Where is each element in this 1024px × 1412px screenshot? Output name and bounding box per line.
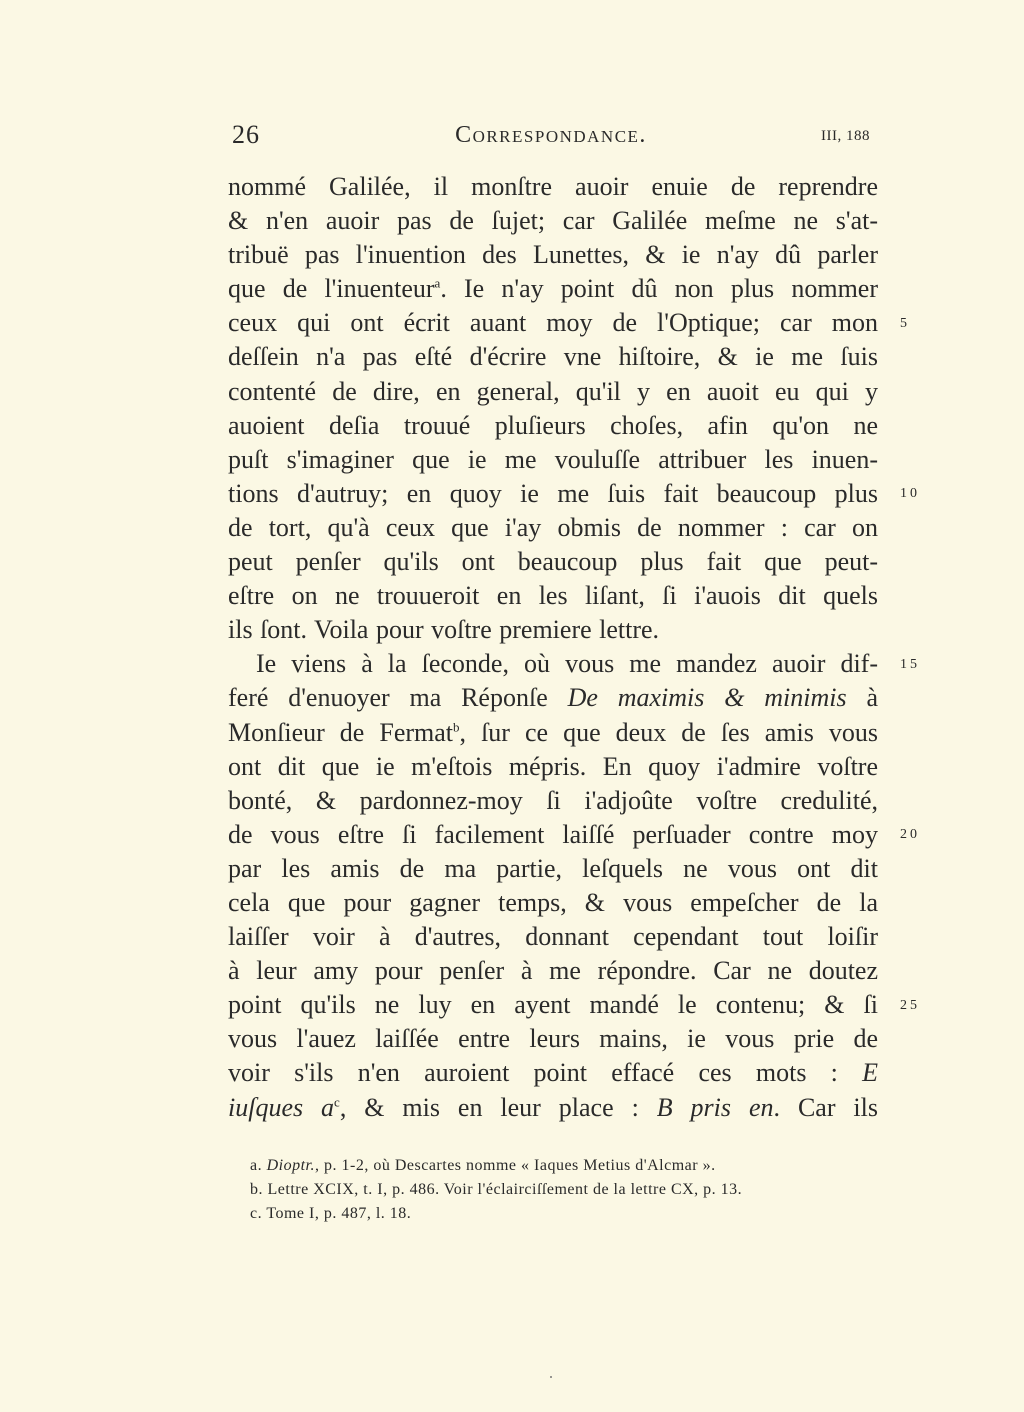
footnote-mark: a. <box>250 1157 263 1174</box>
text-line: & n'en auoir pas de ſujet; car Galilée meſme ne s'at- <box>228 206 878 236</box>
text-line: eſtre on ne trouueroit en les liſant, ſi i'auois dit quels <box>228 581 878 611</box>
letter-body <box>228 170 878 1125</box>
running-title: Correspondance. <box>455 122 647 148</box>
text-line: puſt s'imaginer que ie me vouluſſe attribuer les inuen- <box>228 444 878 474</box>
text-line: deſſein n'a pas eſté d'écrire vne hiſtoire, & ie me ſuis <box>228 342 878 372</box>
text-line: Ie viens à la ſeconde, où vous me mandez auoir dif- <box>256 649 878 679</box>
text-span: à <box>846 683 878 713</box>
text-span: , & mis en leur place : <box>339 1092 657 1122</box>
footnote-text: Tome I, p. 487, l. 18. <box>266 1205 412 1222</box>
text-span: feré d'enuoyer ma Réponſe <box>228 683 568 713</box>
text-line: de tort, qu'à ceux que i'ay obmis de nommer : car on <box>228 512 878 542</box>
text-line: nommé Galilée, il monſtre auoir enuie de reprendre <box>228 172 878 201</box>
text-span: Monſieur de Fermat <box>228 717 454 747</box>
footnote-italic: Dioptr. <box>266 1157 316 1174</box>
footnote-text: , p. 1-2, où Descartes nomme « Iaques Metius d'Alcmar ». <box>315 1157 716 1174</box>
text-line <box>228 1091 878 1125</box>
text-span: que de l'inuenteur <box>228 274 435 304</box>
page-number: 26 <box>232 120 260 149</box>
footnote-mark: b. <box>250 1181 263 1198</box>
text-line: laiſſer voir à d'autres, donnant cependant tout loiſir <box>228 922 878 952</box>
text-line <box>228 1056 878 1090</box>
footnote-mark-b: b <box>453 718 460 734</box>
text-line: vous l'auez laiſſée entre leurs mains, ie vous prie de <box>228 1024 878 1054</box>
text-span: . Car ils <box>773 1092 878 1122</box>
speck-mark <box>550 1376 552 1378</box>
italic-text: B pris en <box>656 1092 774 1122</box>
line-number: 20 <box>900 827 920 842</box>
footnote-mark: c. <box>250 1205 263 1222</box>
text-line <box>228 681 878 715</box>
line-number: 15 <box>900 657 920 672</box>
text-line: bonté, & pardonnez-moy ſi i'adjoûte voſtre credulité, <box>228 785 878 815</box>
footnote-text: Lettre XCIX, t. I, p. 486. Voir l'éclairciſſement de la lettre CX, p. 13. <box>267 1181 743 1198</box>
text-line: par les amis de ma partie, leſquels ne vous ont dit <box>228 853 878 883</box>
text-span: . Ie n'ay point dû non plus nommer <box>440 274 878 304</box>
footnote-c <box>250 1202 890 1226</box>
italic-text: E <box>862 1058 878 1088</box>
italic-title: De maximis & minimis <box>567 683 847 713</box>
text-line: de vous eſtre ſi facilement laiſſé perſuader contre moy <box>228 819 878 849</box>
text-span: , ſur ce que deux de ſes amis vous <box>459 717 879 747</box>
text-line <box>228 716 878 750</box>
italic-text: iuſques a <box>228 1092 335 1122</box>
text-line: tribuë pas l'inuention des Lunettes, & ie n'ay dû parler <box>228 240 878 270</box>
page-header <box>228 120 874 154</box>
volume-reference: III, 188 <box>821 128 870 144</box>
line-number: 10 <box>900 486 920 501</box>
text-line: ceux qui ont écrit auant moy de l'Optique; car mon <box>228 308 878 338</box>
footnotes <box>250 1154 890 1226</box>
footnote-a <box>250 1154 890 1178</box>
text-line: ont dit que ie m'eſtois mépris. En quoy i'admire voſtre <box>228 751 878 781</box>
text-line: cela que pour gagner temps, & vous empeſcher de la <box>228 887 878 917</box>
text-line: à leur amy pour penſer à me répondre. Car ne doutez <box>228 956 878 986</box>
text-line <box>228 272 878 306</box>
footnote-b <box>250 1178 890 1202</box>
text-line: tions d'autruy; en quoy ie me ſuis fait beaucoup plus <box>228 478 878 508</box>
text-line: peut penſer qu'ils ont beaucoup plus fait que peut- <box>228 547 878 577</box>
line-number: 25 <box>900 998 920 1013</box>
text-span: voir s'ils n'en auroient point effacé ces mots : <box>228 1058 863 1088</box>
line-number: 5 <box>900 316 910 331</box>
text-line: ils ſont. Voila pour voſtre premiere lettre. <box>228 615 660 645</box>
text-line: contenté de dire, en general, qu'il y en auoit eu qui y <box>228 376 878 406</box>
footnote-mark-c: c <box>334 1093 340 1109</box>
footnote-mark-a: a <box>434 275 441 291</box>
text-line: auoient deſia trouué pluſieurs choſes, afin qu'on ne <box>228 410 878 440</box>
text-line: point qu'ils ne luy en ayent mandé le contenu; & ſi <box>228 990 878 1020</box>
